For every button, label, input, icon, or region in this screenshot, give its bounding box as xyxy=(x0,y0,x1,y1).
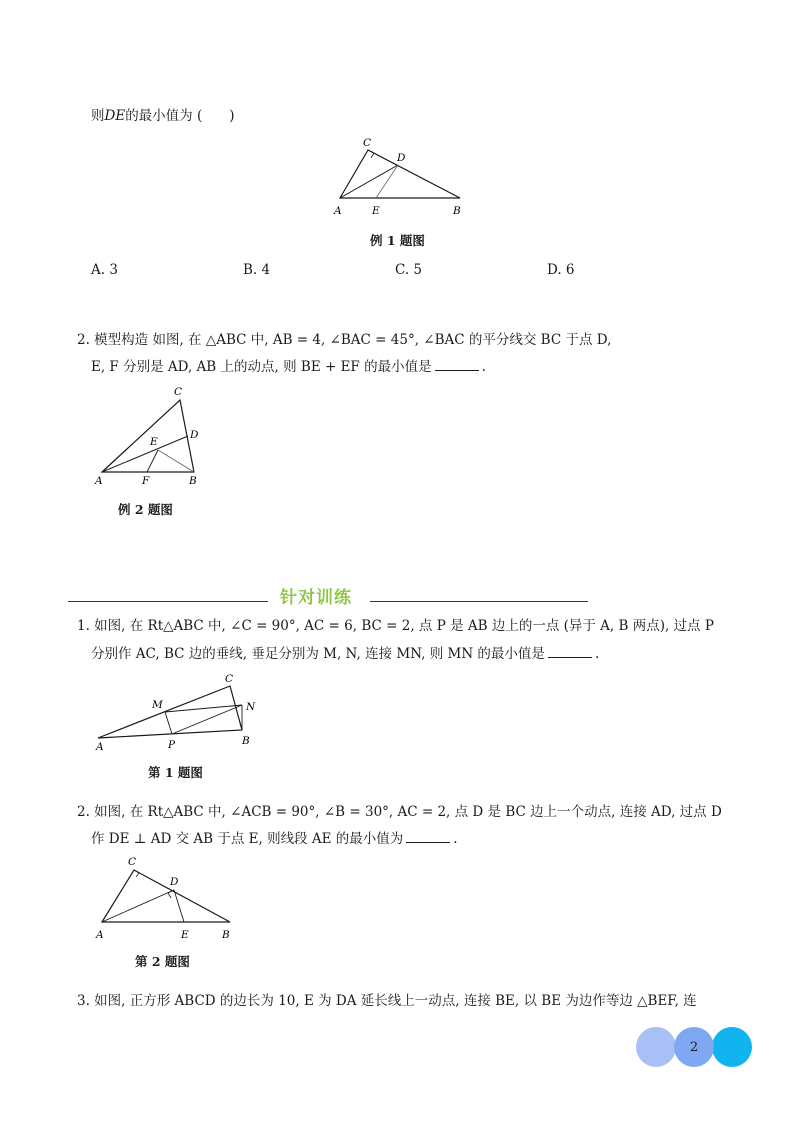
fig2-label-C: C xyxy=(174,386,183,398)
q1-label-M: M xyxy=(152,699,163,711)
section-rule-right xyxy=(370,601,588,602)
option-d: D. 6 xyxy=(547,262,575,278)
q1-label-P: P xyxy=(168,739,176,751)
q2-label-E: E xyxy=(181,929,189,941)
fig1-label-A: A xyxy=(334,205,342,217)
q1-label-A: A xyxy=(96,741,104,753)
option-a: A. 3 xyxy=(91,262,118,278)
section-rule-left xyxy=(68,601,268,602)
fig1-label-D: D xyxy=(397,152,406,164)
q1-line2: 分别作 AC, BC 边的垂线, 垂足分别为 M, N, 连接 MN, 则 MN 的最小值是 . xyxy=(91,646,600,662)
q1-figure xyxy=(90,668,265,754)
q1-label-B: B xyxy=(242,735,250,747)
q2-line2: 作 DE ⊥ AD 交 AB 于点 E, 则线段 AE 的最小值为 . xyxy=(91,831,458,847)
q1-caption: 第 1 题图 xyxy=(148,765,203,780)
fig2-label-F: F xyxy=(142,475,150,487)
q1-label-C: C xyxy=(225,673,234,685)
q1-label-N: N xyxy=(246,701,256,713)
example2-caption: 例 2 题图 xyxy=(118,502,173,517)
q2-label-D: D xyxy=(170,876,179,888)
example1-figure xyxy=(320,132,480,224)
example2-line2: E, F 分别是 AD, AB 上的动点, 则 BE + EF 的最小值是 . xyxy=(91,359,486,375)
example1-stem: 则DE的最小值为 ( ) xyxy=(91,108,235,124)
page-badge-right-circle xyxy=(712,1027,752,1067)
section-title: 针对训练 xyxy=(280,588,352,608)
fig1-label-C: C xyxy=(363,137,372,149)
page-badge-left-circle xyxy=(636,1027,676,1067)
page-number: 2 xyxy=(689,1039,699,1055)
example1-caption: 例 1 题图 xyxy=(370,233,425,248)
answer-blank xyxy=(406,830,450,843)
example2-figure xyxy=(92,380,222,492)
option-b: B. 4 xyxy=(243,262,271,278)
q2-figure xyxy=(92,852,242,944)
q2-line1: 2. 如图, 在 Rt△ABC 中, ∠ACB = 90°, ∠B = 30°, AC = 2, 点 D 是 BC 边上一个动点, 连接 AD, 过点 D xyxy=(77,804,722,820)
q3-line1: 3. 如图, 正方形 ABCD 的边长为 10, E 为 DA 延长线上一动点, 连接 BE, 以 BE 为边作等边 △BEF, 连 xyxy=(77,993,697,1009)
q2-label-C: C xyxy=(128,856,137,868)
answer-blank xyxy=(548,645,592,658)
q2-label-B: B xyxy=(222,929,230,941)
answer-blank xyxy=(435,358,479,371)
q1-line1: 1. 如图, 在 Rt△ABC 中, ∠C = 90°, AC = 6, BC = 2, 点 P 是 AB 边上的一点 (异于 A, B 两点), 过点 P xyxy=(77,618,714,634)
fig1-label-E: E xyxy=(372,205,380,217)
q2-label-A: A xyxy=(96,929,104,941)
fig2-label-A: A xyxy=(95,475,103,487)
fig2-label-B: B xyxy=(189,475,197,487)
fig2-label-E: E xyxy=(150,436,158,448)
fig1-label-B: B xyxy=(453,205,461,217)
example2-line1: 2. 模型构造 如图, 在 △ABC 中, AB = 4, ∠BAC = 45°, ∠BAC 的平分线交 BC 于点 D, xyxy=(77,332,612,348)
page-number-badge xyxy=(674,1027,714,1067)
fig2-label-D: D xyxy=(190,429,199,441)
q2-caption: 第 2 题图 xyxy=(135,954,190,969)
option-c: C. 5 xyxy=(395,262,423,278)
